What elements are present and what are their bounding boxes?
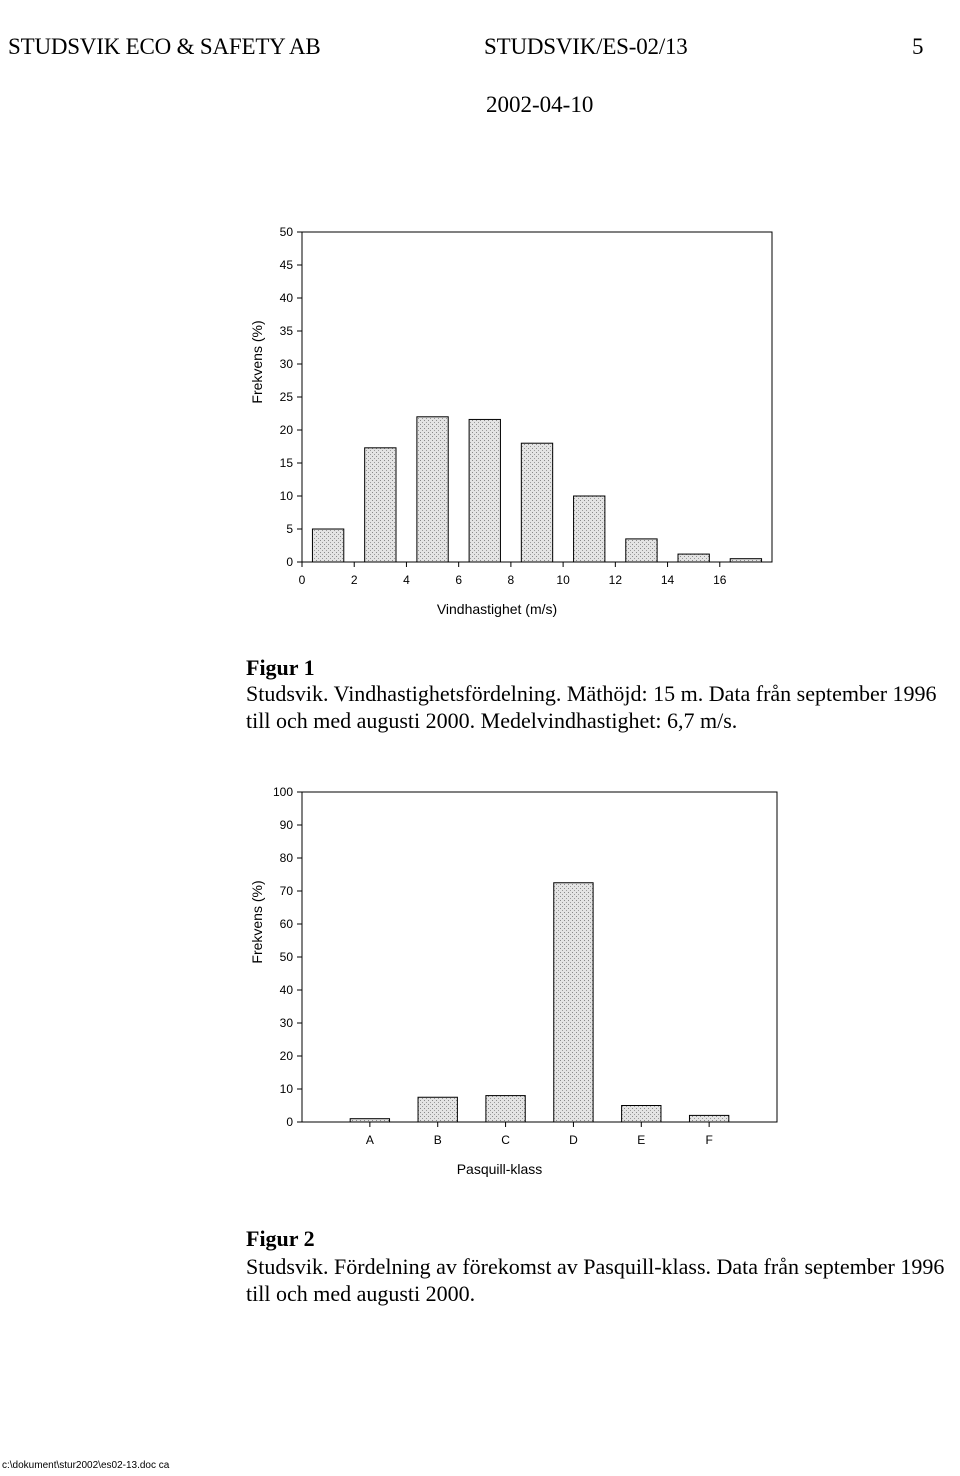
bar-7 — [469, 419, 500, 562]
header-company: STUDSVIK ECO & SAFETY AB — [8, 34, 321, 59]
bar-D — [554, 883, 593, 1122]
x-axis-label: Vindhastighet (m/s) — [436, 601, 558, 617]
bar-15 — [678, 554, 709, 562]
y-axis-label: Frekvens (%) — [249, 320, 265, 404]
chart-wind-speed-svg — [240, 220, 800, 630]
bar-A — [350, 1119, 389, 1122]
bar-C — [486, 1096, 525, 1122]
header-date: 2002-04-10 — [486, 92, 594, 117]
figure1-title: Figur 1 — [246, 655, 315, 680]
bar-1 — [312, 529, 343, 562]
y-tick-label: 30 — [279, 357, 293, 371]
y-tick-label: 5 — [286, 522, 293, 536]
figure2-title: Figur 2 — [246, 1226, 315, 1251]
x-tick-label: D — [569, 1133, 578, 1147]
y-tick-label: 10 — [279, 489, 293, 503]
x-tick-label: B — [433, 1133, 442, 1147]
x-tick-label: F — [705, 1133, 713, 1147]
figure1-caption: Studsvik. Vindhastighetsfördelning. Mäthöjd: 15 m. Data från september 1996 till och med augusti 2000. Medelvindhastighet: 6,7 m/s. — [246, 681, 937, 733]
bar-3 — [365, 448, 396, 562]
x-tick-label: 6 — [455, 573, 463, 587]
x-tick-label: 14 — [660, 573, 675, 587]
header-report-number: STUDSVIK/ES-02/13 — [484, 34, 688, 59]
y-tick-label: 70 — [279, 884, 293, 898]
y-tick-label: 15 — [279, 456, 293, 470]
x-tick-label: 12 — [608, 573, 623, 587]
y-tick-label: 60 — [279, 917, 293, 931]
y-tick-label: 90 — [279, 818, 293, 832]
figure2-caption: Studsvik. Fördelning av förekomst av Pasquill-klass. Data från september 1996 till och med augusti 2000. — [246, 1254, 945, 1306]
plot-area — [302, 792, 777, 1122]
x-tick-label: C — [501, 1133, 510, 1147]
y-tick-label: 25 — [279, 390, 293, 404]
y-tick-label: 35 — [279, 324, 293, 338]
x-tick-label: 0 — [298, 573, 306, 587]
y-tick-label: 40 — [279, 291, 293, 305]
y-tick-label: 0 — [286, 1115, 293, 1129]
x-tick-label: 16 — [713, 573, 727, 587]
bar-9 — [521, 443, 552, 562]
y-tick-label: 100 — [272, 785, 293, 799]
y-tick-label: 50 — [279, 225, 293, 239]
y-tick-label: 45 — [279, 258, 293, 272]
y-tick-label: 80 — [279, 851, 293, 865]
bar-F — [689, 1115, 728, 1122]
x-tick-label: 4 — [403, 573, 410, 587]
x-tick-label: E — [637, 1133, 646, 1147]
bar-17 — [730, 559, 761, 562]
y-tick-label: 10 — [279, 1082, 293, 1096]
bar-E — [622, 1106, 661, 1123]
bar-13 — [626, 539, 657, 562]
header-page-number: 5 — [912, 34, 924, 59]
bar-B — [418, 1097, 457, 1122]
x-tick-label: 2 — [350, 573, 358, 587]
x-tick-label: A — [365, 1133, 374, 1147]
y-tick-label: 0 — [286, 555, 293, 569]
y-tick-label: 20 — [279, 1049, 293, 1063]
chart-pasquill-distribution — [240, 780, 800, 1190]
chart-pasquill-svg — [240, 780, 800, 1190]
x-axis-label: Pasquill-klass — [456, 1161, 543, 1177]
y-tick-label: 40 — [279, 983, 293, 997]
y-axis-label: Frekvens (%) — [249, 880, 265, 964]
x-tick-label: 8 — [507, 573, 515, 587]
footer-file-path: c:\dokument\stur2002\es02-13.doc ca — [2, 1460, 170, 1471]
y-tick-label: 30 — [279, 1016, 293, 1030]
chart-wind-speed-distribution — [240, 220, 800, 630]
bar-11 — [574, 496, 605, 562]
x-tick-label: 10 — [556, 573, 570, 587]
bar-5 — [417, 417, 448, 562]
y-tick-label: 50 — [279, 950, 293, 964]
y-tick-label: 20 — [279, 423, 293, 437]
